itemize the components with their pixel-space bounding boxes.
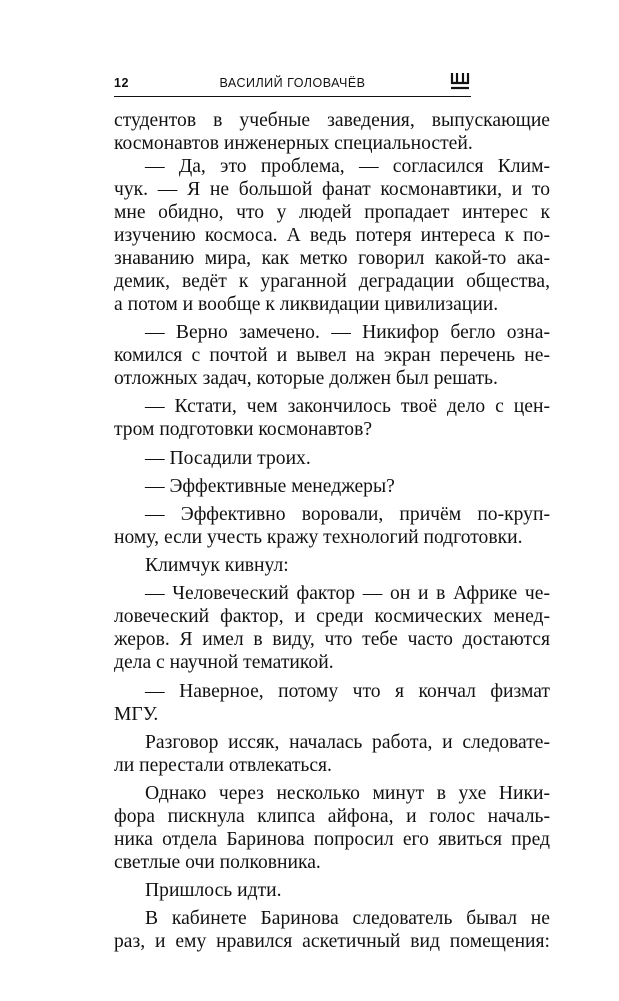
text-line: МГУ. (114, 703, 159, 725)
text-line: — Да, это проблема, — согласился Клим- (145, 156, 550, 177)
text-line: Разговор иссяк, началась работа, и следовате- (145, 731, 550, 753)
text-line: студентов в учебные заведения, выпускающие (114, 110, 550, 131)
text-line: фора пискнула клипса айфона, и голос началь- (114, 805, 550, 827)
text-line: раз, и ему нравился аскетичный вид помещения: (114, 931, 550, 953)
text-line: — Наверное, потому что я кончал физмат (145, 680, 550, 702)
text-line: космонавтов инженерных специальностей. (114, 133, 473, 154)
text-line: — Эффективные менеджеры? (145, 475, 395, 497)
text-line: мне обидно, что у людей пропадает интерес к (114, 202, 550, 223)
text-line: демик, ведёт к ураганной деградации общества, (114, 271, 550, 292)
text-line: Климчук кивнул: (145, 555, 289, 577)
text-line: изучению космоса. А ведь потеря интереса к по- (114, 225, 550, 246)
text-line: знаванию мира, как метко говорил какой-то ака- (114, 248, 550, 269)
text-line: тром подготовки космонавтов? (114, 419, 373, 441)
text-line: ника отдела Баринова попросил его явиться пред (114, 828, 550, 850)
text-line: Пришлось идти. (145, 880, 282, 902)
text-line: ному, если учесть кражу технологий подготовки. (114, 526, 523, 548)
page-number: 12 (114, 76, 129, 90)
text-line: ли перестали отвлекаться. (114, 754, 332, 776)
text-line: дела с научной тематикой. (114, 652, 334, 674)
text-line: жеров. Я имел в виду, что тебе часто достаются (114, 629, 550, 651)
text-line: чук. — Я не большой фанат космонавтики, и то (114, 179, 550, 200)
text-line: комился с почтой и вывел на экран перечень не- (114, 345, 550, 367)
text-line: Однако через несколько минут в ухе Ники- (145, 782, 550, 804)
header-rule (114, 96, 471, 97)
running-title: ВАСИЛИЙ ГОЛОВАЧЁВ (219, 76, 366, 90)
text-line: светлые очи полковника. (114, 851, 321, 873)
text-line: В кабинете Баринова следователь бывал не (145, 908, 550, 930)
publisher-mark-icon (449, 71, 471, 91)
text-line: — Посадили троих. (145, 447, 311, 469)
text-line: — Верно замечено. — Никифор бегло озна- (145, 322, 550, 344)
text-line: отложных задач, которые должен был решать. (114, 368, 498, 390)
body-text (114, 109, 550, 953)
text-line: а потом и вообще к ликвидации цивилизации. (114, 294, 499, 315)
page-header (114, 69, 471, 93)
text-line: ловеческий фактор, и среди космических менед- (114, 606, 550, 628)
text-line: — Эффективно воровали, причём по-круп- (145, 503, 550, 525)
text-line: — Человеческий фактор — он и в Африке че- (145, 583, 550, 605)
text-line: — Кстати, чем закончилось твоё дело с цен- (145, 396, 550, 418)
